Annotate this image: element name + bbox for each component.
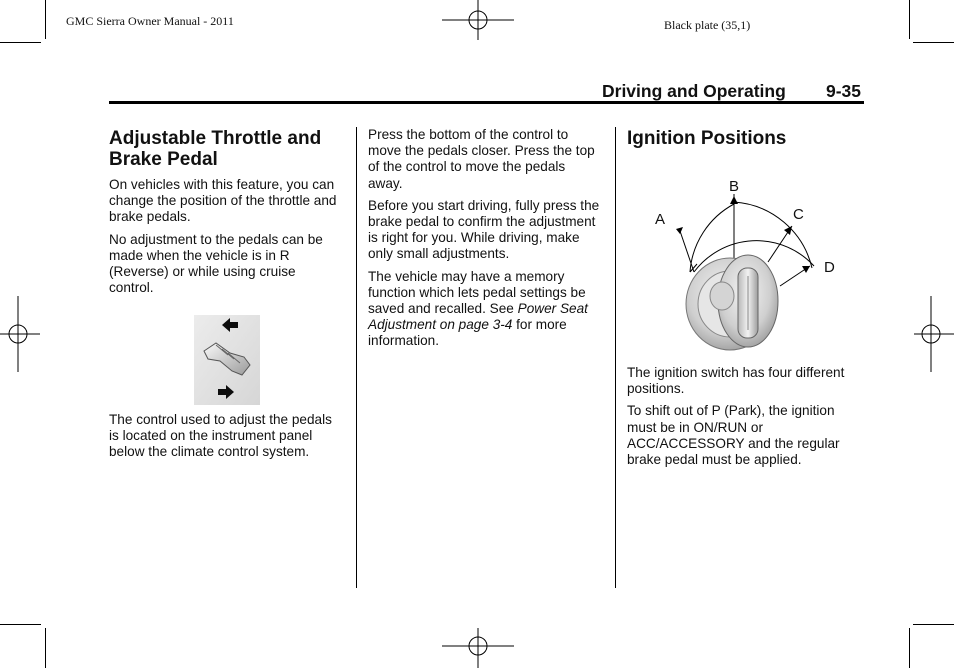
paragraph: To shift out of P (Park), the ignition must be in ON/RUN or ACC/ACCESSORY and the regular brake pedal must be applied. bbox=[627, 403, 840, 468]
paragraph: Before you start driving, fully press the brake pedal to confirm the adjustment is right for you. While driving, make only small adjustments. bbox=[368, 197, 600, 262]
column-1-lower bbox=[109, 412, 343, 467]
document-title-slug: GMC Sierra Owner Manual - 2011 bbox=[66, 14, 234, 28]
paragraph: Press the bottom of the control to move the pedals closer. Press the top of the control to move the pedals away. bbox=[368, 127, 595, 191]
crop-mark bbox=[909, 0, 910, 39]
crop-mark bbox=[0, 42, 41, 43]
header-rule bbox=[109, 101, 864, 104]
crop-mark bbox=[913, 42, 954, 43]
column-3-lower bbox=[627, 365, 867, 474]
column-1 bbox=[109, 128, 343, 302]
section-heading bbox=[109, 128, 343, 170]
position-label-b: B bbox=[729, 178, 740, 195]
position-label-c: C bbox=[793, 206, 804, 223]
section-title: Driving and Operating bbox=[602, 81, 786, 101]
registration-mark-left bbox=[0, 296, 40, 372]
ignition-switch-illustration bbox=[650, 176, 850, 368]
cross-reference-link[interactable]: Power Seat Adjustment on page 3-4 bbox=[368, 301, 588, 333]
position-label-a: A bbox=[655, 211, 666, 228]
paragraph: The control used to adjust the pedals is located on the instrument panel below the climate control system. bbox=[109, 412, 332, 460]
column-3 bbox=[627, 128, 867, 149]
position-label-d: D bbox=[824, 259, 835, 276]
paragraph bbox=[368, 269, 600, 350]
column-divider bbox=[356, 127, 357, 588]
pedal-adjust-switch-illustration bbox=[194, 315, 260, 405]
paragraph-text: for more information. bbox=[368, 317, 567, 349]
crop-mark bbox=[913, 624, 954, 625]
plate-label: Black plate (35,1) bbox=[664, 18, 751, 32]
crop-mark bbox=[45, 0, 46, 39]
crop-mark bbox=[0, 624, 41, 625]
column-divider bbox=[615, 127, 616, 588]
paragraph: On vehicles with this feature, you can change the position of the throttle and brake pedals. bbox=[109, 177, 337, 225]
heading-line: Brake Pedal bbox=[109, 149, 218, 170]
paragraph-text: The vehicle may have a memory function which lets pedal settings be saved and recalled. See bbox=[368, 268, 586, 317]
heading-line: Adjustable Throttle and bbox=[109, 128, 322, 149]
paragraph: The ignition switch has four different positions. bbox=[627, 365, 845, 397]
crop-mark bbox=[45, 628, 46, 668]
registration-mark-top bbox=[442, 0, 514, 40]
page-number: 9-35 bbox=[826, 81, 862, 101]
registration-mark-right bbox=[914, 296, 954, 372]
column-2 bbox=[368, 127, 600, 356]
crop-mark bbox=[909, 628, 910, 668]
registration-mark-bottom bbox=[442, 628, 514, 668]
section-heading: Ignition Positions bbox=[627, 128, 787, 149]
paragraph: No adjustment to the pedals can be made when the vehicle is in R (Reverse) or while using cruise control. bbox=[109, 231, 323, 296]
